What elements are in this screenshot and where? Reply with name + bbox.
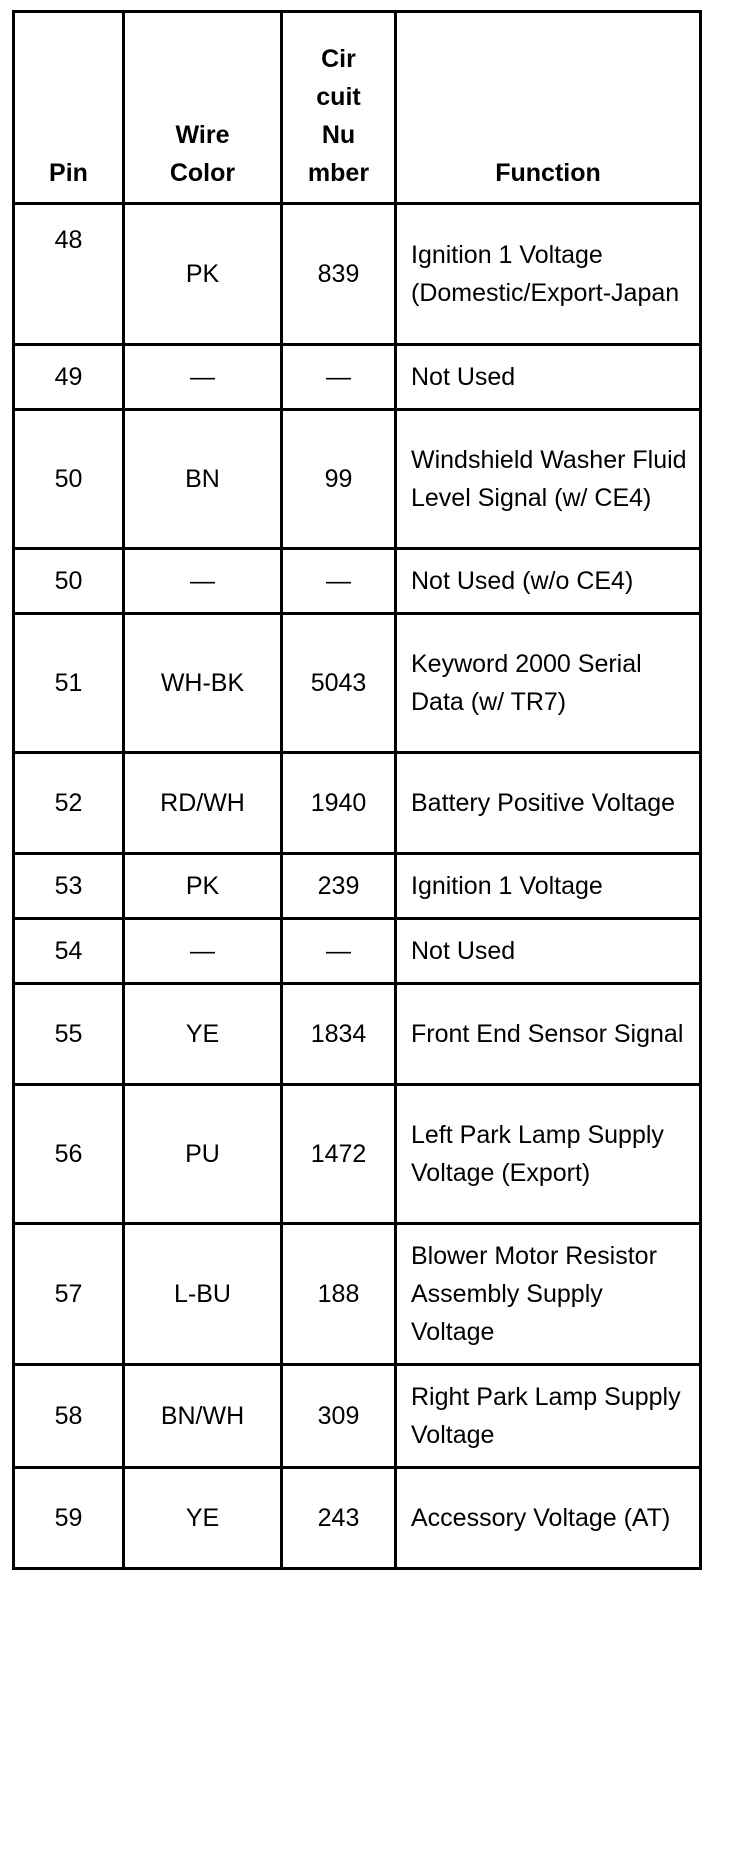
function-cell: Right Park Lamp Supply Voltage [396, 1365, 701, 1468]
header-circuit-line-4: mber [307, 159, 370, 187]
pin-cell: 59 [14, 1468, 124, 1569]
pin-cell: 49 [14, 345, 124, 410]
wire-color-cell: — [124, 345, 282, 410]
circuit-cell: 239 [282, 854, 396, 919]
table-row [14, 345, 701, 410]
wire-color-cell: BN/WH [124, 1365, 282, 1468]
header-function: Function [396, 12, 701, 204]
wire-color-cell: YE [124, 1468, 282, 1569]
table-row [14, 549, 701, 614]
function-cell: Not Used [396, 345, 701, 410]
wire-color-cell: L-BU [124, 1224, 282, 1365]
table-row [14, 984, 701, 1085]
function-cell: Ignition 1 Voltage [396, 854, 701, 919]
pin-cell: 58 [14, 1365, 124, 1468]
pin-cell: 50 [14, 410, 124, 549]
pin-cell: 53 [14, 854, 124, 919]
function-cell: Battery Positive Voltage [396, 753, 701, 854]
table-row [14, 410, 701, 549]
table-row [14, 1224, 701, 1365]
wire-color-cell: YE [124, 984, 282, 1085]
header-wire-color [124, 12, 282, 204]
table-row [14, 919, 701, 984]
table-row [14, 753, 701, 854]
wire-color-cell: RD/WH [124, 753, 282, 854]
circuit-cell: 243 [282, 1468, 396, 1569]
wire-color-cell: — [124, 549, 282, 614]
function-cell: Front End Sensor Signal [396, 984, 701, 1085]
function-cell: Keyword 2000 Serial Data (w/ TR7) [396, 614, 701, 753]
pin-cell: 48 [14, 204, 124, 345]
table-row [14, 614, 701, 753]
function-cell: Blower Motor Resistor Assembly Supply Voltage [396, 1224, 701, 1365]
header-circuit-number [282, 12, 396, 204]
circuit-cell: — [282, 549, 396, 614]
pin-cell: 56 [14, 1085, 124, 1224]
table-row [14, 204, 701, 345]
header-circuit-line-2: cuit [316, 83, 361, 111]
pin-cell: 55 [14, 984, 124, 1085]
pin-cell: 54 [14, 919, 124, 984]
table-row [14, 1085, 701, 1224]
header-circuit-line-3: Nu [321, 121, 356, 149]
circuit-cell: 309 [282, 1365, 396, 1468]
pin-cell: 51 [14, 614, 124, 753]
pin-cell: 57 [14, 1224, 124, 1365]
wire-color-cell: BN [124, 410, 282, 549]
table-row [14, 1365, 701, 1468]
function-cell: Accessory Voltage (AT) [396, 1468, 701, 1569]
function-cell: Not Used (w/o CE4) [396, 549, 701, 614]
circuit-cell: 5043 [282, 614, 396, 753]
function-cell: Ignition 1 Voltage (Domestic/Export-Japan [396, 204, 701, 345]
function-cell: Not Used [396, 919, 701, 984]
circuit-cell: — [282, 345, 396, 410]
wire-color-cell: — [124, 919, 282, 984]
pin-cell: 50 [14, 549, 124, 614]
circuit-cell: 839 [282, 204, 396, 345]
circuit-cell: — [282, 919, 396, 984]
table-row [14, 1468, 701, 1569]
pin-table [12, 10, 702, 1570]
circuit-cell: 1940 [282, 753, 396, 854]
header-row [14, 12, 701, 204]
circuit-cell: 1472 [282, 1085, 396, 1224]
function-cell: Left Park Lamp Supply Voltage (Export) [396, 1085, 701, 1224]
wire-color-cell: WH-BK [124, 614, 282, 753]
header-wire-color-text: Wire Color [169, 121, 236, 187]
header-pin: Pin [14, 12, 124, 204]
table-row [14, 854, 701, 919]
pin-cell: 52 [14, 753, 124, 854]
function-cell: Windshield Washer Fluid Level Signal (w/ CE4) [396, 410, 701, 549]
wire-color-cell: PK [124, 854, 282, 919]
circuit-cell: 188 [282, 1224, 396, 1365]
circuit-cell: 1834 [282, 984, 396, 1085]
header-circuit-line-1: Cir [321, 45, 356, 73]
wire-color-cell: PU [124, 1085, 282, 1224]
wire-color-cell: PK [124, 204, 282, 345]
circuit-cell: 99 [282, 410, 396, 549]
